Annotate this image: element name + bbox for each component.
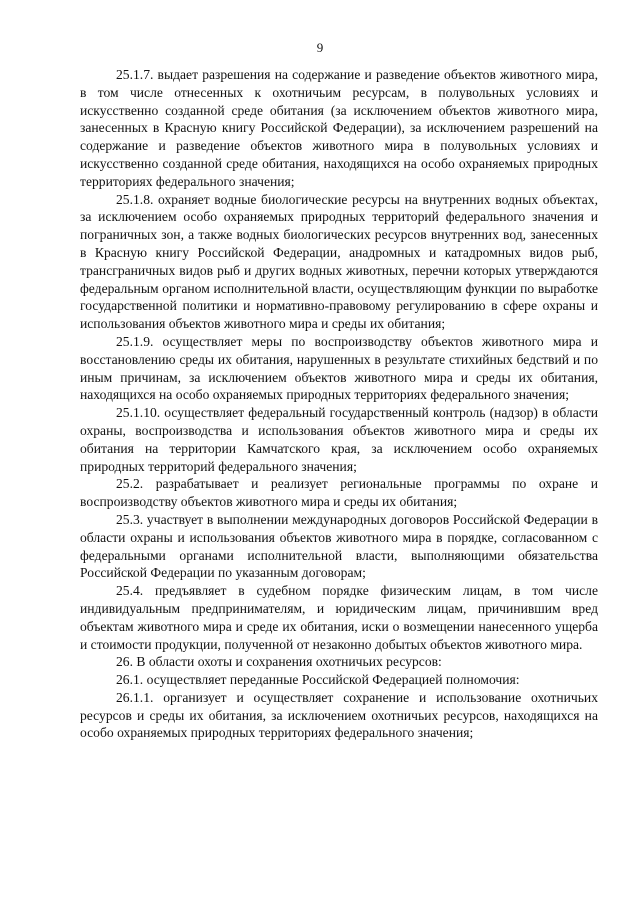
paragraph-25-4: 25.4. предъявляет в судебном порядке физическим лицам, в том числе индивидуальным предпринимателям, и юридическим лицам, причинившим вред объектам животного мира и среде их обитания, иски о возмещении нанесенного ущерба и стоимости продукции, полученной от незаконно добытых объектов животного мира. — [80, 583, 598, 652]
paragraph-25-2: 25.2. разрабатывает и реализует региональные программы по охране и воспроизводству объектов животного мира и среды их обитания; — [80, 476, 598, 510]
document-body — [80, 66, 598, 742]
paragraph-25-3: 25.3. участвует в выполнении международных договоров Российской Федерации в области охраны и использования объектов животного мира в порядке, согласованном с федеральными органами исполнительной власти, выполняющими обязательства Российской Федерации по указанным договорам; — [80, 511, 598, 581]
paragraph-26: 26. В области охоты и сохранения охотничьих ресурсов: — [116, 654, 442, 670]
paragraph-25-1-8: 25.1.8. охраняет водные биологические ресурсы на внутренних водных объектах, за исключением особо охраняемых природных территорий федерального значения и пограничных зон, а также водных биологических ресурсов внутренних вод, занесенных в Красную книгу Российской Федерации, анадромных и катадромных видов рыб, трансграничных видов рыб и других водных животных, перечни которых утверждаются федеральным органом исполнительной власти, осуществляющим функции по выработке государственной политики и нормативно-правовому регулированию в сфере охраны и использования объектов животного мира и среды их обитания; — [80, 191, 598, 332]
page-number: 9 — [316, 40, 324, 55]
paragraph-26-1: 26.1. осуществляет переданные Российской Федерацией полномочия: — [116, 672, 520, 688]
paragraph-25-1-7: 25.1.7. выдает разрешения на содержание и разведение объектов животного мира, в том числе отнесенных к охотничьим ресурсам, в полувольных условиях и искусственно созданной среде обитания (за исключением объектов животного мира, занесенных в Красную книгу Российской Федерации), за исключением разрешений на содержание и разведение объектов животного мира в полувольных условиях и искусственно созданной среде обитания, находящихся на особо охраняемых природных территориях федерального значения; — [80, 67, 598, 189]
paragraph-25-1-9: 25.1.9. осуществляет меры по воспроизводству объектов животного мира и восстановлению среды их обитания, нарушенных в результате стихийных бедствий и по иным причинам, за исключением объектов животного мира и среды их обитания, находящихся на особо охраняемых природных территориях федерального значения; — [80, 333, 598, 403]
paragraph-25-1-10: 25.1.10. осуществляет федеральный государственный контроль (надзор) в области охраны, воспроизводства и использования объектов животного мира и среды их обитания на территории Камчатского края, за исключением особо охраняемых природных территорий федерального значения; — [80, 405, 598, 474]
paragraph-26-1-1: 26.1.1. организует и осуществляет сохранение и использование охотничьих ресурсов и среды их обитания, за исключением охотничьих ресурсов, находящихся на особо охраняемых природных территориях федерального значения; — [80, 689, 598, 741]
